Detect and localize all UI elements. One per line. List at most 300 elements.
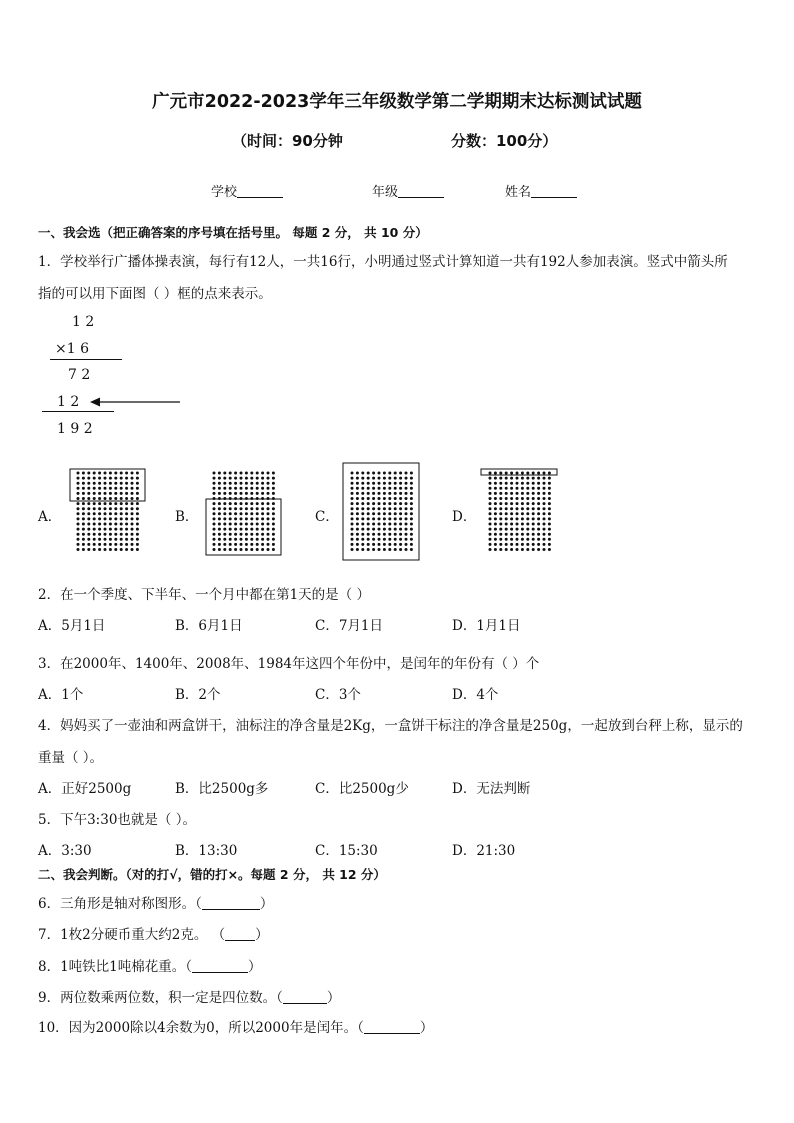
dot [526, 472, 529, 475]
dot [543, 492, 546, 495]
dot [505, 523, 508, 526]
dot [256, 487, 259, 490]
dot [109, 502, 112, 505]
dot [537, 482, 540, 485]
q2-option-d[interactable]: D．1月1日 [452, 618, 521, 634]
dot [82, 487, 85, 490]
dot [356, 528, 359, 531]
dot [383, 472, 386, 475]
dot [405, 517, 408, 520]
dot [250, 472, 253, 475]
dot [356, 512, 359, 515]
dot [516, 482, 519, 485]
dot [120, 497, 123, 500]
dot [234, 543, 237, 546]
judge-7-blank[interactable] [225, 928, 255, 941]
dot [537, 477, 540, 480]
q5-option-d[interactable]: D．21:30 [452, 843, 516, 859]
dot [499, 523, 502, 526]
dot [388, 512, 391, 515]
dot [399, 492, 402, 495]
dot [489, 548, 492, 551]
q2-option-a[interactable]: A．5月1日 [38, 618, 106, 634]
dot [93, 543, 96, 546]
dot [516, 487, 519, 490]
dot [223, 487, 226, 490]
dot [532, 543, 535, 546]
q2-option-c[interactable]: C．7月1日 [315, 618, 384, 634]
dot [245, 548, 248, 551]
dot [131, 472, 134, 475]
dot [120, 528, 123, 531]
q4-option-c[interactable]: C．比2500g少 [315, 781, 409, 797]
dot [521, 507, 524, 510]
dot [410, 538, 413, 541]
dot [505, 502, 508, 505]
dot [537, 533, 540, 536]
dot [229, 487, 232, 490]
calc-row-2: ×1 6 [55, 341, 89, 357]
dot-diagram-d[interactable] [480, 466, 560, 558]
dot [87, 507, 90, 510]
dot [213, 482, 216, 485]
dot [383, 487, 386, 490]
dot [245, 543, 248, 546]
dot [229, 492, 232, 495]
dot [136, 482, 139, 485]
dot [131, 507, 134, 510]
dot [499, 517, 502, 520]
dot [261, 482, 264, 485]
dot [516, 497, 519, 500]
dot [532, 472, 535, 475]
dot [494, 472, 497, 475]
dot [378, 497, 381, 500]
dot [399, 528, 402, 531]
dot [537, 548, 540, 551]
dot [93, 487, 96, 490]
dot [136, 492, 139, 495]
dot [510, 497, 513, 500]
dot [93, 497, 96, 500]
dot [361, 548, 364, 551]
dot [240, 477, 243, 480]
dot [526, 512, 529, 515]
dot [267, 523, 270, 526]
dot [229, 482, 232, 485]
dot [351, 543, 354, 546]
dot [399, 548, 402, 551]
q1-option-c[interactable]: C． [315, 509, 339, 525]
dot [510, 512, 513, 515]
dot [250, 507, 253, 510]
dot [250, 543, 253, 546]
dot [394, 507, 397, 510]
dot [245, 517, 248, 520]
dot [383, 523, 386, 526]
dot [516, 472, 519, 475]
dot [114, 502, 117, 505]
q4-option-b[interactable]: B．比2500g多 [175, 781, 269, 797]
dot [548, 517, 551, 520]
dot [489, 512, 492, 515]
dot [131, 497, 134, 500]
dot [372, 533, 375, 536]
dot [405, 533, 408, 536]
q1-option-a[interactable]: A． [38, 509, 62, 525]
dot [356, 548, 359, 551]
dot [410, 482, 413, 485]
dot [229, 472, 232, 475]
q3-option-d[interactable]: D．4个 [452, 687, 499, 703]
dot-grid-b [213, 472, 275, 552]
dot [494, 477, 497, 480]
dot [104, 487, 107, 490]
dot [510, 507, 513, 510]
dot [109, 528, 112, 531]
dot-diagram-b[interactable] [204, 466, 284, 558]
dot [250, 487, 253, 490]
dot [125, 477, 128, 480]
dot [272, 482, 275, 485]
dot [87, 538, 90, 541]
section-1-heading: 一、我会选（把正确答案的序号填在括号里。 每题 2 分， 共 10 分） [38, 225, 428, 240]
dot [87, 517, 90, 520]
dot [532, 548, 535, 551]
dot [256, 533, 259, 536]
dot [394, 472, 397, 475]
judge-item-7 [38, 923, 269, 943]
dot [526, 492, 529, 495]
dot [372, 548, 375, 551]
dot [526, 477, 529, 480]
dot [120, 477, 123, 480]
q5-option-b[interactable]: B．13:30 [175, 843, 238, 859]
grade-blank[interactable] [398, 185, 444, 198]
dot [367, 502, 370, 505]
dot [494, 538, 497, 541]
dot [410, 533, 413, 536]
dot [77, 523, 80, 526]
dot [131, 502, 134, 505]
dot [114, 543, 117, 546]
dot [223, 543, 226, 546]
dot [213, 517, 216, 520]
page-title: 广元市2022-2023学年三年级数学第二学期期末达标测试试题 [152, 92, 642, 112]
q5-option-c[interactable]: C．15:30 [315, 843, 378, 859]
dot [521, 487, 524, 490]
dot [93, 492, 96, 495]
dot [77, 492, 80, 495]
calc-underline-2 [42, 411, 114, 412]
dot [532, 538, 535, 541]
judge-10-blank[interactable] [364, 1021, 420, 1034]
dot-diagram-a[interactable] [68, 466, 148, 558]
dot [532, 502, 535, 505]
dot [361, 492, 364, 495]
dot [125, 543, 128, 546]
judge-6-text: 6．三角形是轴对称图形。（ [38, 896, 202, 912]
dot [388, 502, 391, 505]
q4-option-a[interactable]: A．正好2500g [38, 781, 132, 797]
grade-field[interactable] [372, 181, 444, 200]
highlight-box-b [206, 499, 281, 555]
dot [109, 507, 112, 510]
dot [109, 472, 112, 475]
dot [114, 477, 117, 480]
dot [356, 543, 359, 546]
dot [372, 482, 375, 485]
dot [261, 492, 264, 495]
dot [351, 502, 354, 505]
dot [499, 502, 502, 505]
dot [351, 548, 354, 551]
dot [213, 548, 216, 551]
dot [267, 477, 270, 480]
dot [516, 507, 519, 510]
dot [240, 487, 243, 490]
dot [104, 512, 107, 515]
judge-8-blank[interactable] [192, 960, 248, 973]
dot [109, 487, 112, 490]
dot [548, 492, 551, 495]
dot [532, 487, 535, 490]
dot [394, 538, 397, 541]
dot [261, 507, 264, 510]
dot [499, 512, 502, 515]
dot [250, 517, 253, 520]
dot [218, 548, 221, 551]
dot [229, 517, 232, 520]
dot [93, 533, 96, 536]
dot [82, 548, 85, 551]
dot [261, 487, 264, 490]
dot [543, 512, 546, 515]
dot [521, 482, 524, 485]
dot [499, 482, 502, 485]
dot [356, 517, 359, 520]
dot [82, 543, 85, 546]
dot [114, 538, 117, 541]
dot [494, 533, 497, 536]
dot [405, 487, 408, 490]
dot [120, 543, 123, 546]
q2-option-b[interactable]: B．6月1日 [175, 618, 243, 634]
q3-option-b[interactable]: B．2个 [175, 687, 221, 703]
dot [218, 528, 221, 531]
judge-6-blank[interactable] [202, 897, 260, 910]
q2-text: 2．在一个季度、下半年、一个月中都在第1天的是（ ） [38, 587, 370, 603]
q5-option-a[interactable]: A．3:30 [38, 843, 92, 859]
dot [104, 477, 107, 480]
dot [240, 482, 243, 485]
dot [229, 543, 232, 546]
dot [234, 517, 237, 520]
dot [378, 482, 381, 485]
q3-option-c[interactable]: C．3个 [315, 687, 361, 703]
dot [109, 482, 112, 485]
dot [114, 528, 117, 531]
dot [98, 512, 101, 515]
dot [537, 492, 540, 495]
dot [399, 477, 402, 480]
q3-option-a[interactable]: A．1个 [38, 687, 84, 703]
dot [532, 492, 535, 495]
dot [543, 543, 546, 546]
dot [109, 497, 112, 500]
dot [399, 533, 402, 536]
dot [510, 548, 513, 551]
q1-option-b[interactable]: B． [175, 509, 199, 525]
dot [98, 507, 101, 510]
dot [114, 472, 117, 475]
dot [394, 533, 397, 536]
dot [120, 492, 123, 495]
dot [261, 472, 264, 475]
dot [125, 548, 128, 551]
dot [499, 538, 502, 541]
dot [394, 512, 397, 515]
dot [256, 548, 259, 551]
dot [87, 492, 90, 495]
dot [87, 512, 90, 515]
dot [489, 538, 492, 541]
dot [351, 512, 354, 515]
dot [93, 482, 96, 485]
dot [234, 538, 237, 541]
dot [82, 523, 85, 526]
dot [510, 482, 513, 485]
dot [125, 517, 128, 520]
dot-diagram-c[interactable] [342, 462, 422, 562]
dot [136, 523, 139, 526]
dot [537, 528, 540, 531]
dot [367, 482, 370, 485]
dot [367, 512, 370, 515]
dot [543, 482, 546, 485]
dot [494, 528, 497, 531]
dot [245, 538, 248, 541]
dot [537, 497, 540, 500]
dot [521, 528, 524, 531]
dot [136, 487, 139, 490]
dot [410, 543, 413, 546]
dot [543, 548, 546, 551]
dot [104, 523, 107, 526]
dot-grid-a [77, 472, 139, 552]
dot [125, 528, 128, 531]
grade-label: 年级 [372, 185, 399, 200]
dot [104, 548, 107, 551]
dot [234, 548, 237, 551]
dot [356, 482, 359, 485]
dot [125, 487, 128, 490]
q1-option-d[interactable]: D． [452, 509, 477, 525]
dot [494, 482, 497, 485]
dot [136, 543, 139, 546]
dot [240, 517, 243, 520]
dot [399, 523, 402, 526]
dot [548, 533, 551, 536]
dot [98, 538, 101, 541]
dot [93, 472, 96, 475]
dot [526, 502, 529, 505]
dot [229, 528, 232, 531]
dot [256, 517, 259, 520]
dot [82, 482, 85, 485]
dot [77, 548, 80, 551]
dot [510, 477, 513, 480]
dot [356, 502, 359, 505]
name-field[interactable] [505, 181, 577, 200]
dot [526, 528, 529, 531]
dot [489, 523, 492, 526]
dot [543, 497, 546, 500]
name-blank[interactable] [531, 185, 577, 198]
dot [505, 548, 508, 551]
dot [213, 477, 216, 480]
dot [250, 482, 253, 485]
dot [87, 502, 90, 505]
dot [131, 512, 134, 515]
dot [261, 538, 264, 541]
dot [98, 472, 101, 475]
dot [213, 538, 216, 541]
dot [267, 502, 270, 505]
dot [272, 548, 275, 551]
dot [93, 523, 96, 526]
dot [256, 538, 259, 541]
dot [499, 533, 502, 536]
dot [516, 512, 519, 515]
dot [218, 482, 221, 485]
dot [410, 497, 413, 500]
dot [532, 497, 535, 500]
judge-9-blank[interactable] [283, 991, 327, 1004]
dot [250, 548, 253, 551]
dot [378, 507, 381, 510]
dot [356, 523, 359, 526]
dot [245, 512, 248, 515]
dot [489, 543, 492, 546]
dot [120, 512, 123, 515]
dot [516, 528, 519, 531]
dot [489, 492, 492, 495]
dot [510, 533, 513, 536]
dot [494, 517, 497, 520]
dot [98, 482, 101, 485]
dot [131, 482, 134, 485]
dot [87, 487, 90, 490]
dot [372, 538, 375, 541]
dot [372, 477, 375, 480]
dot [272, 507, 275, 510]
dot [526, 548, 529, 551]
school-blank[interactable] [237, 185, 283, 198]
q5-text: 5．下午3:30也就是（ ）。 [38, 812, 196, 828]
dot [521, 477, 524, 480]
q4-option-d[interactable]: D．无法判断 [452, 781, 531, 797]
dot [223, 512, 226, 515]
dot [261, 502, 264, 505]
dot [367, 487, 370, 490]
time-label: （时间：90分钟 [232, 132, 343, 150]
dot [537, 507, 540, 510]
dot [240, 502, 243, 505]
school-field[interactable] [211, 181, 283, 200]
dot [245, 487, 248, 490]
dot [378, 517, 381, 520]
